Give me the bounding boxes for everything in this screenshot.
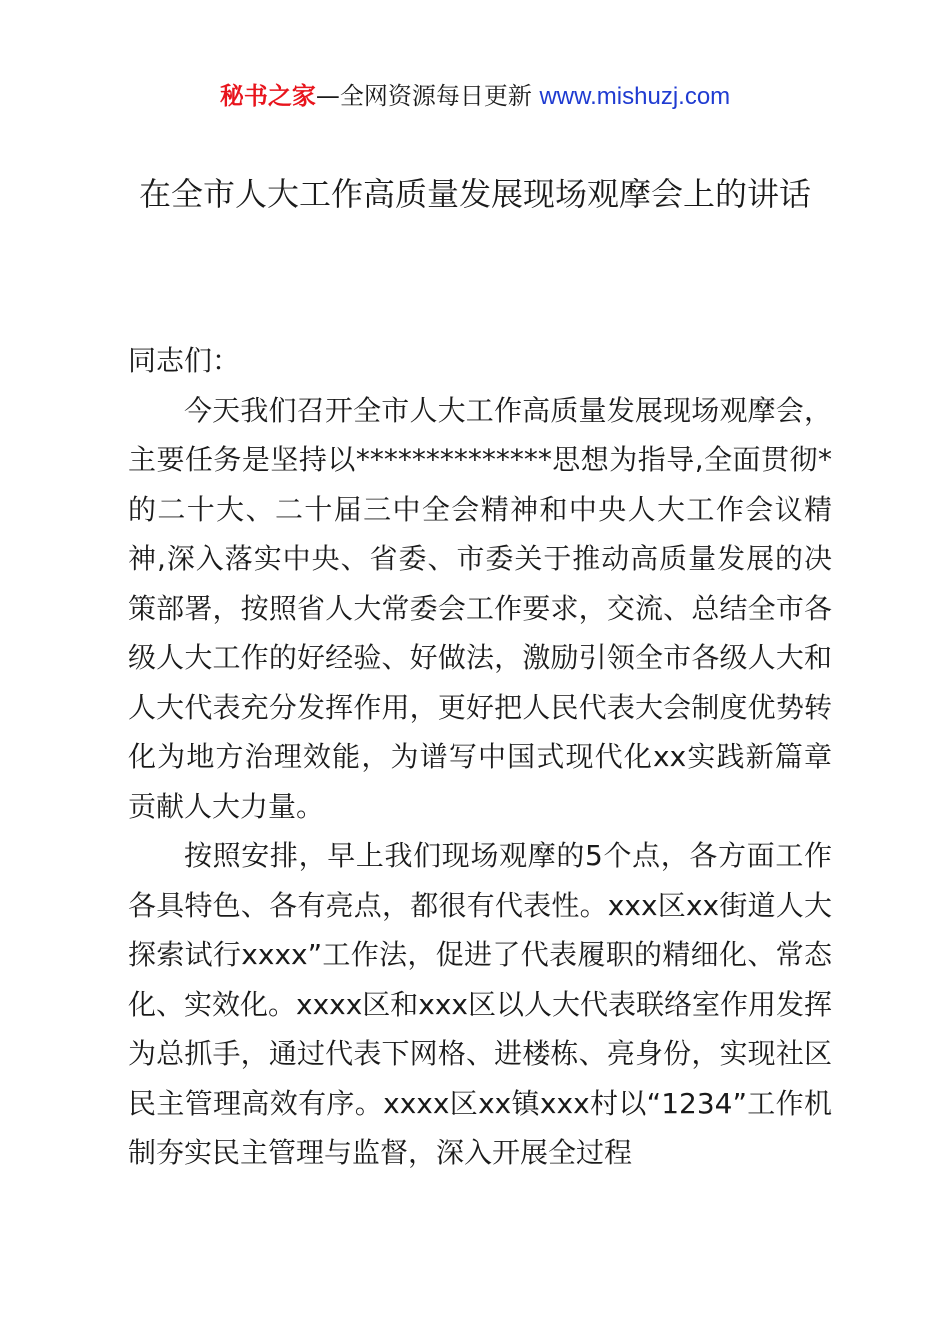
site-brand: 秘书之家 xyxy=(219,82,316,110)
paragraph-2: 按照安排，早上我们现场观摩的5个点，各方面工作各具特色、各有亮点，都很有代表性。xxx区xx街道人大探索试行xxxx”工作法，促进了代表履职的精细化、常态化、实效化。xxxx区和xxx区以人大代表联络室作用发挥为总抓手，通过代表下网格、进楼栋、亮身份，实现社区民主管理高效有序。xxxx区xx镇xxx村以“1234”工作机制夯实民主管理与监督，深入开展全过程 xyxy=(128,839,832,1169)
document-body xyxy=(128,336,832,1178)
paragraph-1: 今天我们召开全市人大工作高质量发展现场观摩会，主要任务是坚持以**************思想为指导,全面贯彻*的二十大、二十届三中全会精神和中央人大工作会议精神,深入落实中央、省委、市委关于推动高质量发展的决策部署，按照省人大常委会工作要求，交流、总结全市各级人大工作的好经验、好做法，激励引领全市各级人大和人大代表充分发挥作用，更好把人民代表大会制度优势转化为地方治理效能，为谱写中国式现代化xx实践新篇章贡献人大力量。 xyxy=(128,393,832,823)
site-tagline: —全网资源每日更新 xyxy=(315,82,540,110)
site-url-link[interactable]: www.mishuzj.com xyxy=(539,83,731,110)
document-title: 在全市人大工作高质量发展现场观摩会上的讲话 xyxy=(138,175,811,213)
site-header xyxy=(0,80,950,113)
salutation: 同志们： xyxy=(128,344,241,377)
